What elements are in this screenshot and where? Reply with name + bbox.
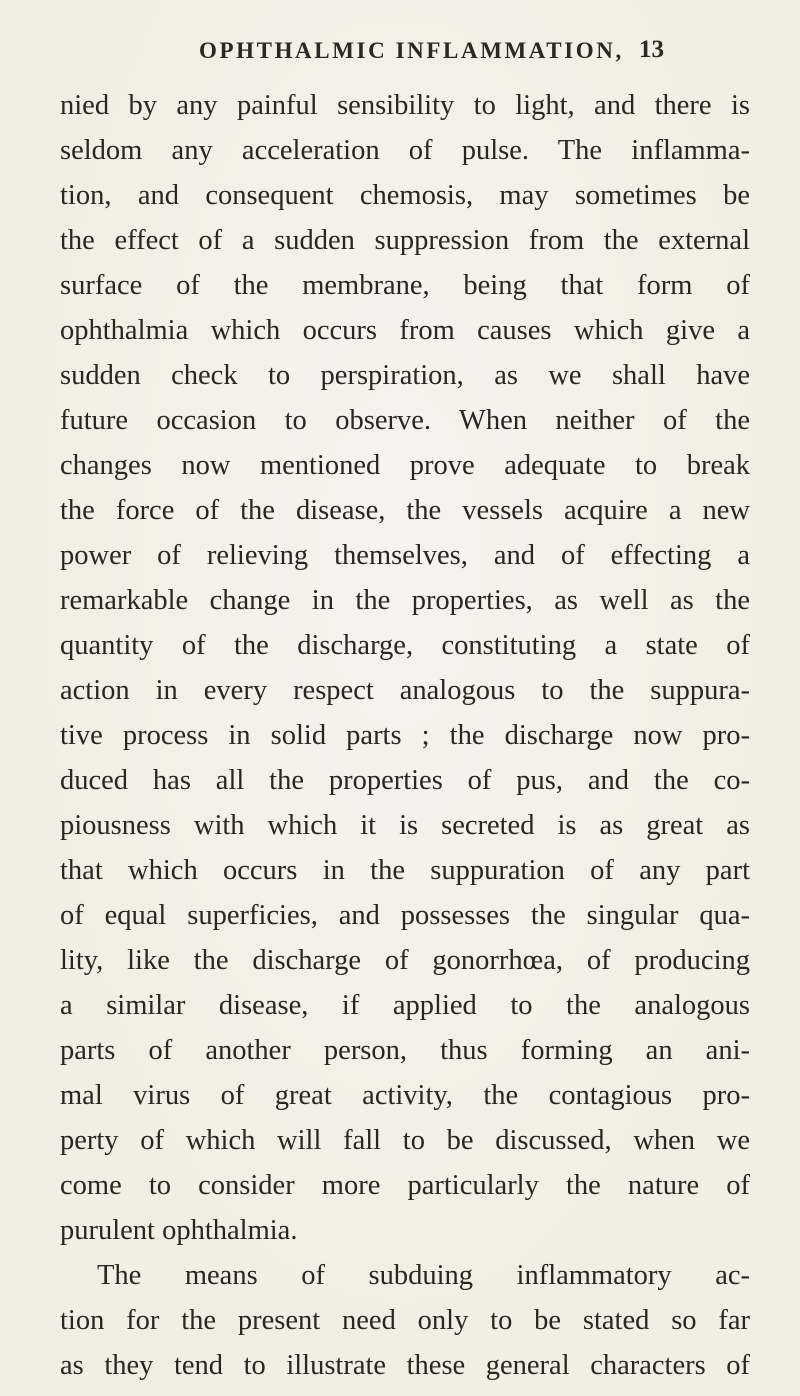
text-line: power of relieving themselves, and of effecting a: [60, 540, 750, 571]
text-line: come to consider more particularly the nature of: [60, 1170, 750, 1201]
page-number: 13: [639, 36, 664, 63]
text-line: the effect of a sudden suppression from the external: [60, 225, 750, 256]
text-line: perty of which will fall to be discussed, when we: [60, 1125, 750, 1156]
text-line: duced has all the properties of pus, and the co-: [60, 765, 750, 796]
text-line: the force of the disease, the vessels acquire a new: [60, 495, 750, 526]
text-line: changes now mentioned prove adequate to break: [60, 450, 750, 481]
text-line: sudden check to perspiration, as we shall have: [60, 360, 750, 391]
text-line: surface of the membrane, being that form of: [60, 270, 750, 301]
text-line: tion for the present need only to be stated so far: [60, 1305, 750, 1336]
text-line: ophthalmia which occurs from causes which give a: [60, 315, 750, 346]
text-line: a similar disease, if applied to the analogous: [60, 990, 750, 1021]
text-line: quantity of the discharge, constituting a state of: [60, 630, 750, 661]
text-line: seldom any acceleration of pulse. The inflamma-: [60, 135, 750, 166]
text-line: action in every respect analogous to the suppura-: [60, 675, 750, 706]
text-line: nied by any painful sensibility to light, and there is: [60, 90, 750, 121]
text-line: future occasion to observe. When neither of the: [60, 405, 750, 436]
text-line: mal virus of great activity, the contagious pro-: [60, 1080, 750, 1111]
running-head-title: OPHTHALMIC INFLAMMATION,: [199, 38, 624, 63]
text-line: tive process in solid parts ; the discharge now pro-: [60, 720, 750, 751]
running-head: [0, 22, 800, 62]
text-line: tion, and consequent chemosis, may sometimes be: [60, 180, 750, 211]
text-line: purulent ophthalmia.: [60, 1215, 298, 1246]
text-line: lity, like the discharge of gonorrhœa, of producing: [60, 945, 750, 976]
text-line: piousness with which it is secreted is as great as: [60, 810, 750, 841]
text-line: that which occurs in the suppuration of any part: [60, 855, 750, 886]
text-line: remarkable change in the properties, as well as the: [60, 585, 750, 616]
text-line: as they tend to illustrate these general characters of: [60, 1350, 750, 1381]
text-line: The means of subduing inflammatory ac-: [97, 1260, 750, 1291]
text-line: parts of another person, thus forming an ani-: [60, 1035, 750, 1066]
text-line: of equal superficies, and possesses the singular qua-: [60, 900, 750, 931]
